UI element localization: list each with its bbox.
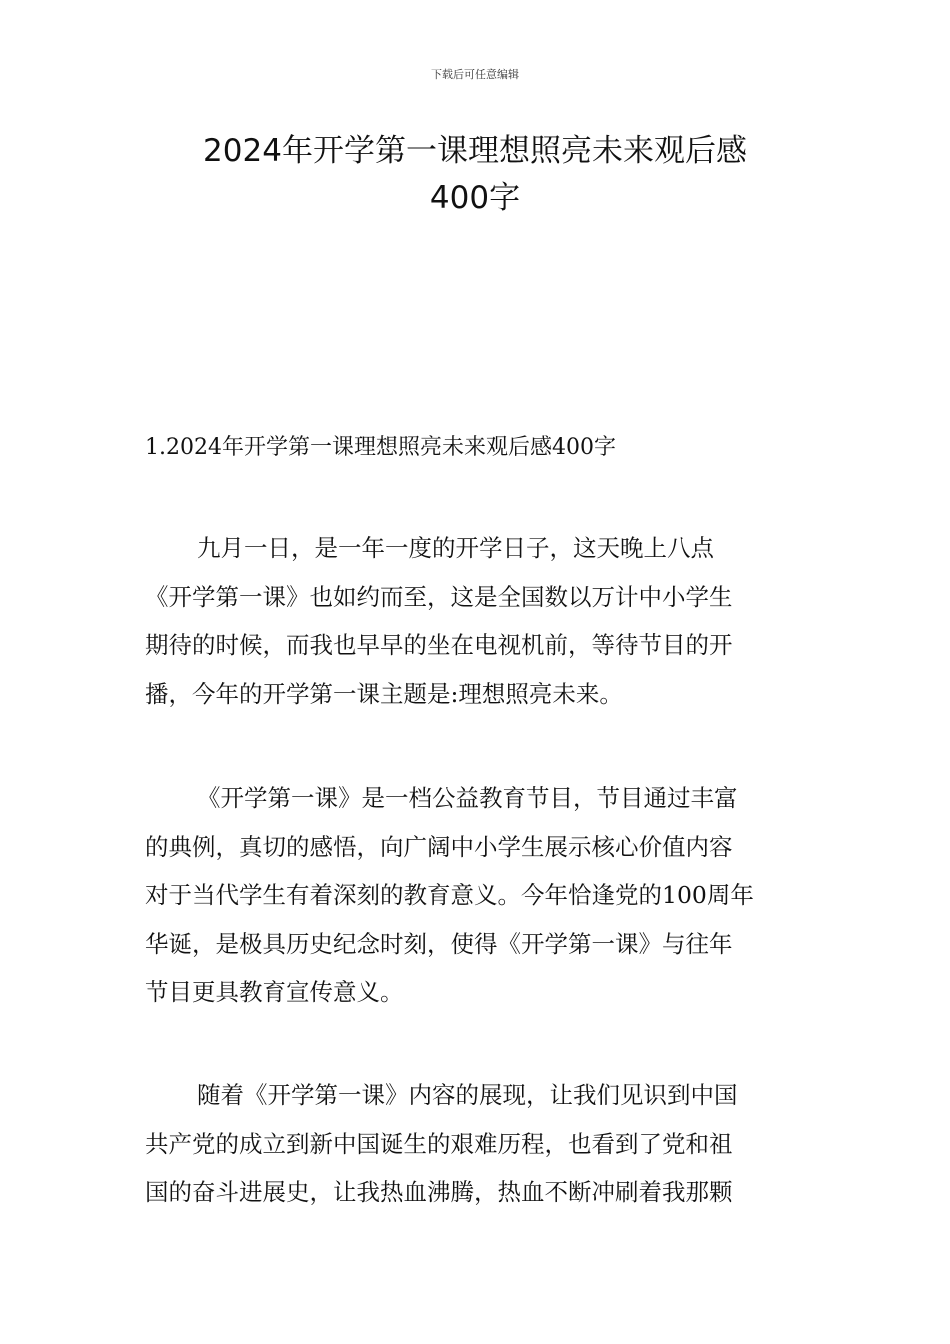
paragraph-line: 《开学第一课》是一档公益教育节目，节目通过丰富 xyxy=(197,784,738,812)
paragraph-line: 国的奋斗进展史，让我热血沸腾，热血不断冲刷着我那颗 xyxy=(145,1178,733,1206)
paragraph-line: 华诞，是极具历史纪念时刻，使得《开学第一课》与往年 xyxy=(145,929,733,958)
document-title-line-2: 400字 xyxy=(429,180,521,216)
document-title xyxy=(140,128,810,222)
paragraph-line: 期待的时候，而我也早早的坐在电视机前，等待节目的开 xyxy=(145,631,733,659)
paragraph-line: 播，今年的开学第一课主题是:理想照亮未来。 xyxy=(145,679,623,708)
paragraph-line: 《开学第一课》也如约而至，这是全国数以万计中小学生 xyxy=(145,582,733,611)
paragraph-2 xyxy=(145,774,825,1017)
paragraph-line: 共产党的成立到新中国诞生的艰难历程，也看到了党和祖 xyxy=(145,1129,733,1158)
paragraph-1 xyxy=(145,524,825,718)
paragraph-line: 九月一日，是一年一度的开学日子，这天晚上八点 xyxy=(197,534,714,562)
paragraph-3 xyxy=(145,1071,825,1217)
paragraph-line: 节目更具教育宣传意义。 xyxy=(145,978,404,1006)
paragraph-line: 对于当代学生有着深刻的教育意义。今年恰逢党的100周年 xyxy=(145,881,754,909)
paragraph-line: 随着《开学第一课》内容的展现，让我们见识到中国 xyxy=(197,1081,738,1109)
document-title-line-1: 2024年开学第一课理想照亮未来观后感 xyxy=(203,133,747,169)
paragraph-line: 的典例，真切的感悟，向广阔中小学生展示核心价值内容 xyxy=(145,832,733,861)
section-heading: 1.2024年开学第一课理想照亮未来观后感400字 xyxy=(145,435,616,460)
header-note: 下载后可任意编辑 xyxy=(431,68,519,81)
